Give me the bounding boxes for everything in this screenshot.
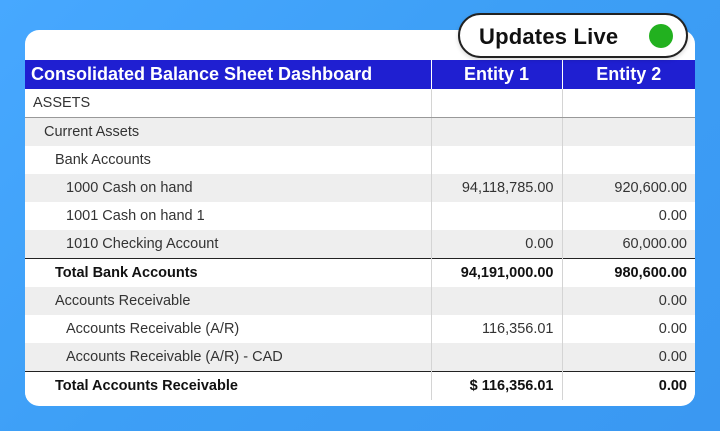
table-row-1000-cash-on-hand[interactable] <box>25 174 695 202</box>
entity-1-value <box>431 343 562 372</box>
entity-2-value: 0.00 <box>562 315 695 343</box>
entity-1-value <box>431 287 562 315</box>
table-row-bank-accounts[interactable] <box>25 146 695 174</box>
entity-2-value: 0.00 <box>562 372 695 401</box>
row-label: Current Assets <box>25 118 431 147</box>
live-indicator-icon <box>649 24 673 48</box>
row-label: 1001 Cash on hand 1 <box>25 202 431 230</box>
row-label: Accounts Receivable (A/R) - CAD <box>25 343 431 372</box>
entity-2-value: 0.00 <box>562 287 695 315</box>
table-row-accounts-receivable[interactable] <box>25 287 695 315</box>
entity-1-value: 116,356.01 <box>431 315 562 343</box>
entity-2-value: 920,600.00 <box>562 174 695 202</box>
row-label: Accounts Receivable <box>25 287 431 315</box>
table-row-current-assets[interactable] <box>25 118 695 147</box>
table-row-accounts-receivable-ar[interactable] <box>25 315 695 343</box>
row-label: Bank Accounts <box>25 146 431 174</box>
entity-1-value: 94,118,785.00 <box>431 174 562 202</box>
entity-2-value: 0.00 <box>562 343 695 372</box>
row-label: Total Accounts Receivable <box>25 372 431 401</box>
dashboard-title: Consolidated Balance Sheet Dashboard <box>25 60 431 89</box>
row-label: 1000 Cash on hand <box>25 174 431 202</box>
entity-2-value: 980,600.00 <box>562 259 695 288</box>
row-label: 1010 Checking Account <box>25 230 431 259</box>
column-header-entity-2[interactable]: Entity 2 <box>562 60 695 89</box>
entity-1-value <box>431 89 562 118</box>
table-header-row <box>25 60 695 89</box>
row-label: ASSETS <box>25 89 431 118</box>
table-row-1001-cash-on-hand-1[interactable] <box>25 202 695 230</box>
entity-2-value: 0.00 <box>562 202 695 230</box>
table-row-1010-checking-account[interactable] <box>25 230 695 259</box>
entity-2-value: 60,000.00 <box>562 230 695 259</box>
entity-2-value <box>562 89 695 118</box>
entity-1-value <box>431 202 562 230</box>
entity-1-value: 94,191,000.00 <box>431 259 562 288</box>
entity-2-value <box>562 146 695 174</box>
balance-sheet-card <box>25 30 695 406</box>
row-label: Accounts Receivable (A/R) <box>25 315 431 343</box>
entity-1-value: 0.00 <box>431 230 562 259</box>
table-row-total-bank-accounts <box>25 259 695 288</box>
updates-live-badge <box>458 13 688 58</box>
row-label: Total Bank Accounts <box>25 259 431 288</box>
entity-1-value <box>431 146 562 174</box>
balance-sheet-table <box>25 60 695 400</box>
updates-live-label: Updates Live <box>479 24 619 49</box>
entity-1-value <box>431 118 562 147</box>
table-row-total-accounts-receivable <box>25 372 695 401</box>
table-row-accounts-receivable-ar-cad[interactable] <box>25 343 695 372</box>
column-header-entity-1[interactable]: Entity 1 <box>431 60 562 89</box>
entity-2-value <box>562 118 695 147</box>
table-row-assets <box>25 89 695 118</box>
entity-1-value: $ 116,356.01 <box>431 372 562 401</box>
